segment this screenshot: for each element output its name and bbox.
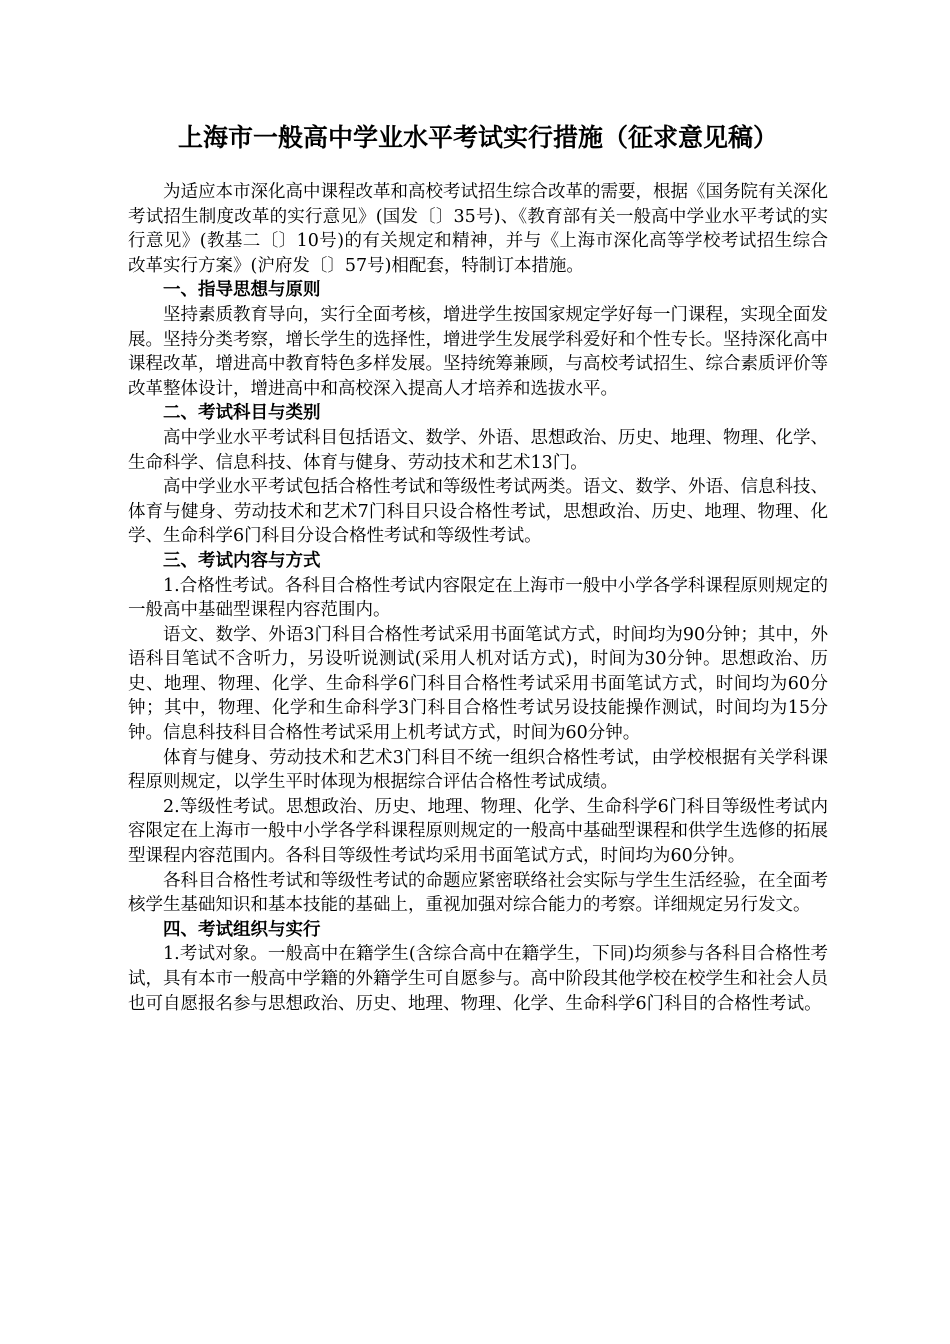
document-title: 上海市一般高中学业水平考试实行措施（征求意见稿） [177,123,778,152]
body-paragraph: 坚持素质教育导向，实行全面考核，增进学生按国家规定学好每一门课程，实现全面发展。坚持分类考察，增长学生的选择性，增进学生发展学科爱好和个性专长。坚持深化高中课程改革，增进高中教育特色多样发展。坚持统筹兼顾，与高校考试招生、综合素质评价等改革整体设计，增进高中和高校深入提高人才培养和选拔水平。 [128,304,828,399]
body-paragraph: 语文、数学、外语3门科目合格性考试采用书面笔试方式，时间均为90分钟；其中，外语科目笔试不含听力，另设听说测试(采用人机对话方式)，时间为30分钟。思想政治、历史、地理、物理、化学、生命科学6门科目合格性考试采用书面笔试方式，时间均为60分钟；其中，物理、化学和生命科学3门科目合格性考试另设技能操作测试，时间均为15分钟。信息科技科目合格性考试采用上机考试方式，时间为60分钟。 [128,624,828,744]
intro-paragraph: 为适应本市深化高中课程改革和高校考试招生综合改革的需要，根据《国务院有关深化考试招生制度改革的实行意见》(国发〔〕35号)、《教育部有关一般高中学业水平考试的实行意见》(教基二〔〕10号)的有关规定和精神，并与《上海市深化高等学校考试招生综合改革实行方案》(沪府发〔〕57号)相配套，特制订本措施。 [128,182,828,276]
body-paragraph: 1.合格性考试。各科目合格性考试内容限定在上海市一般中小学各学科课程原则规定的一般高中基础型课程内容范围内。 [128,575,828,621]
body-paragraph: 各科目合格性考试和等级性考试的命题应紧密联络社会实际与学生生活经验，在全面考核学生基础知识和基本技能的基础上，重视加强对综合能力的考察。详细规定另行发文。 [128,870,828,916]
document-page [128,118,828,1016]
body-paragraph: 1.考试对象。一般高中在籍学生(含综合高中在籍学生，下同)均须参与各科目合格性考试，具有本市一般高中学籍的外籍学生可自愿参与。高中阶段其他学校在校学生和社会人员也可自愿报名参与思想政治、历史、地理、物理、化学、生命科学6门科目的合格性考试。 [128,944,828,1014]
document-body [128,180,828,1016]
body-paragraph: 高中学业水平考试科目包括语文、数学、外语、思想政治、历史、地理、物理、化学、生命科学、信息科技、体育与健身、劳动技术和艺术13门。 [128,427,828,473]
section-heading-1: 一、指导思想与原则 [163,280,321,301]
body-paragraph: 2.等级性考试。思想政治、历史、地理、物理、化学、生命科学6门科目等级性考试内容限定在上海市一般中小学各学科课程原则规定的一般高中基础型课程和供学生选修的拓展型课程内容范围内。各科目等级性考试均采用书面笔试方式，时间均为60分钟。 [128,796,828,867]
section-heading-4: 四、考试组织与实行 [163,919,321,940]
body-paragraph: 高中学业水平考试包括合格性考试和等级性考试两类。语文、数学、外语、信息科技、体育与健身、劳动技术和艺术7门科目只设合格性考试，思想政治、历史、地理、物理、化学、生命科学6门科目分设合格性考试和等级性考试。 [128,477,828,547]
section-heading-3: 三、考试内容与方式 [163,550,321,571]
body-paragraph: 体育与健身、劳动技术和艺术3门科目不统一组织合格性考试，由学校根据有关学科课程原则规定，以学生平时体现为根据综合评估合格性考试成绩。 [128,747,828,793]
section-heading-2: 二、考试科目与类别 [163,403,321,424]
